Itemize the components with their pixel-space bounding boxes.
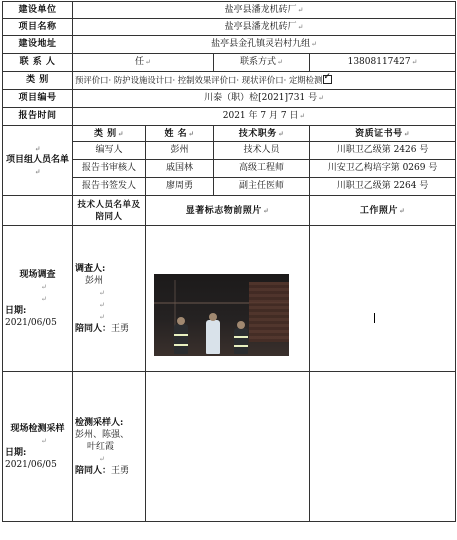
- number-label: 项目编号: [3, 90, 73, 108]
- category-option-periodic: 定期检测: [288, 75, 323, 85]
- col-header-name: 姓 名↵: [146, 126, 214, 142]
- landmark-photo: [154, 274, 289, 356]
- contact-value: 任↵: [73, 54, 214, 72]
- number-value: 川泰（职）检[2021]731 号↵: [73, 90, 456, 108]
- sampler-names: 彭州、陈强、: [75, 429, 130, 440]
- work-col-header: 工作照片↵: [310, 196, 456, 226]
- category-option-design: 防护设施设计口: [113, 75, 173, 85]
- report-date-value: 2021 年 7 月 7 日↵: [73, 108, 456, 126]
- sampling-label-cell: 现场检测采样 ↵ 日期: 2021/06/05: [3, 372, 73, 522]
- category-option-pre: 预评价口: [75, 75, 109, 85]
- col-header-title: 技术职务↵: [214, 126, 310, 142]
- sampling-label: 现场检测采样: [10, 423, 65, 434]
- person-name: 彭州: [146, 142, 214, 160]
- person-role: 编写人: [73, 142, 146, 160]
- survey-date-label: 日期:: [5, 305, 27, 316]
- project-value: 盐亭县潘龙机砖厂↵: [73, 19, 456, 36]
- survey-label: 现场调查: [19, 269, 56, 280]
- checked-box-icon[interactable]: [323, 75, 332, 84]
- person-cert: 川职卫乙级第 2426 号: [310, 142, 456, 160]
- contact-label: 联 系 人: [3, 54, 73, 72]
- sampling-date-label: 日期:: [5, 447, 27, 458]
- work-photo-cell: [310, 226, 456, 372]
- category-label: 类 别: [3, 72, 73, 90]
- col-header-cert: 资质证书号↵: [310, 126, 456, 142]
- escort-label: 陪同人：: [75, 323, 112, 334]
- investigator-label: 调查人:: [75, 263, 106, 274]
- person-title: 技术人员: [214, 142, 310, 160]
- person-name: 戚国林: [146, 160, 214, 178]
- address-value: 盐亭县金孔镇灵岩村九组↵: [73, 36, 456, 54]
- unit-value: 盐亭县潘龙机砖厂↵: [73, 2, 456, 19]
- sampling-staff-cell: 检测采样人: 彭州、陈强、 叶红霞 ↵ 陪同人：王勇: [73, 372, 146, 522]
- escort-name: 王勇: [111, 323, 130, 334]
- project-label: 项目名称: [3, 19, 73, 36]
- person-title: 高级工程师: [214, 160, 310, 178]
- report-date-label: 报告时间: [3, 108, 73, 126]
- survey-staff-cell: 调查人: 彭州 ↵ ↵ ↵ 陪同人：王勇: [73, 226, 146, 372]
- person-cert: 川安卫乙构培字第 0269 号: [310, 160, 456, 178]
- landmark-col-header: 显著标志物前照片↵: [146, 196, 310, 226]
- phone-label: 联系方式↵: [214, 54, 310, 72]
- sampler-names-2: 叶红霞: [87, 441, 115, 452]
- person-name: 廖周勇: [146, 178, 214, 196]
- category-option-effect: 控制效果评价口: [177, 75, 237, 85]
- staff-col-header: 技术人员名单及陪同人: [73, 196, 146, 226]
- sampling-escort-name: 王勇: [111, 465, 130, 476]
- sampling-escort-label: 陪同人：: [75, 465, 112, 476]
- phone-value: 13808117427↵: [310, 54, 456, 72]
- sampling-date: 2021/06/05: [5, 459, 57, 470]
- person-role: 报告书审核人: [73, 160, 146, 178]
- person-role: 报告书签发人: [73, 178, 146, 196]
- sampler-label: 检测采样人:: [75, 417, 124, 428]
- unit-label: 建设单位: [3, 2, 73, 19]
- survey-date: 2021/06/05: [5, 317, 57, 328]
- category-options: 预评价口· 防护设施设计口· 控制效果评价口· 现状评价口· 定期检测✓: [73, 72, 456, 90]
- address-label: 建设地址: [3, 36, 73, 54]
- photo-header-blank: [3, 196, 73, 226]
- personnel-label: ↵ 项目组人员名单 ↵: [3, 126, 73, 196]
- survey-label-cell: 现场调查 ↵ ↵ 日期: 2021/06/05: [3, 226, 73, 372]
- person-title: 副主任医师: [214, 178, 310, 196]
- investigator-name: 彭州: [85, 275, 104, 286]
- col-header-role: 类 别↵: [73, 126, 146, 142]
- person-cert: 川职卫乙级第 2264 号: [310, 178, 456, 196]
- text-cursor-icon: [374, 313, 375, 323]
- sampling-work-cell: [310, 372, 456, 522]
- report-info-table: [2, 1, 456, 522]
- sampling-landmark-cell: [146, 372, 310, 522]
- category-option-status: 现状评价口: [241, 75, 284, 85]
